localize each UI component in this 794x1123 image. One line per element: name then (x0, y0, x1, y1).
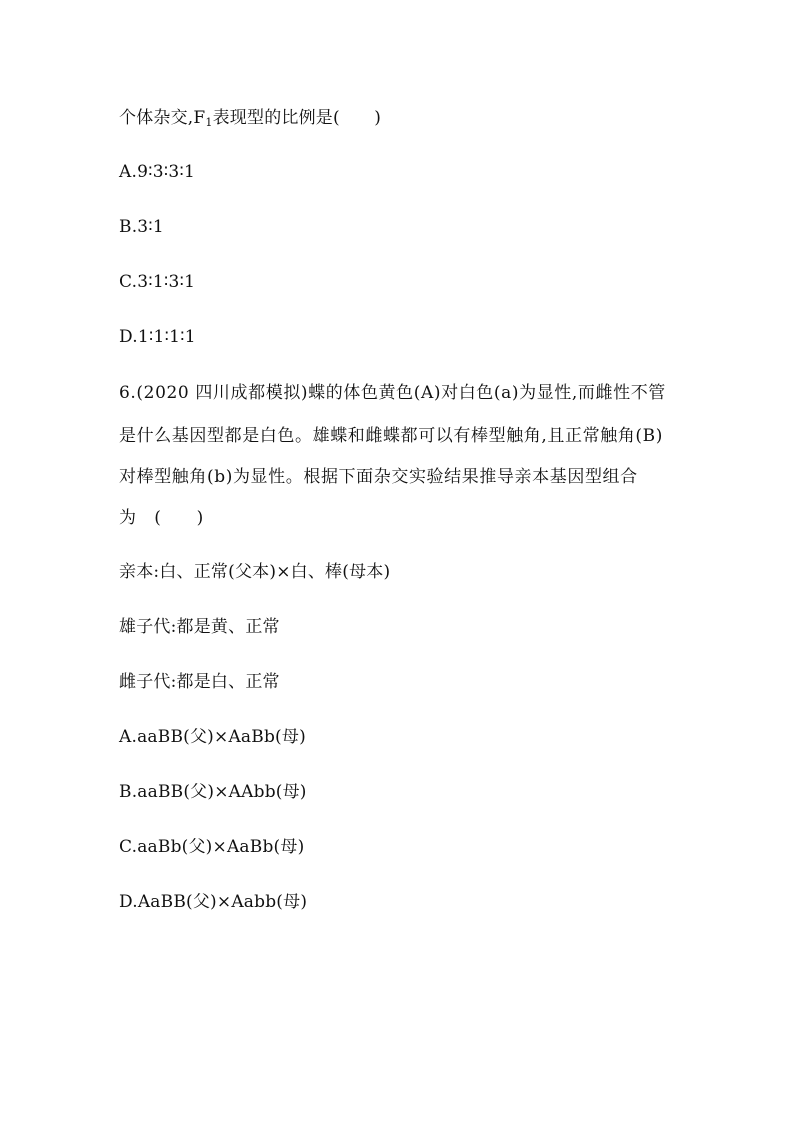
q6-cross-parents: 亲本:白、正常(父本)×白、棒(母本) (119, 562, 391, 582)
q5-stem-suffix: 表现型的比例是( ) (212, 108, 382, 128)
q5-option-b: B.3∶1 (119, 217, 164, 237)
q6-option-d: D.AaBB(父)×Aabb(母) (119, 892, 308, 912)
q5-stem-prefix: 个体杂交,F (119, 108, 206, 128)
q5-stem-subscript: 1 (205, 116, 213, 129)
q6-cross-female-offspring: 雌子代:都是白、正常 (119, 672, 280, 692)
q6-stem-line-4: 为 ( ) (119, 508, 204, 528)
q5-stem (119, 107, 381, 129)
q6-cross-male-offspring: 雄子代:都是黄、正常 (119, 617, 280, 637)
q5-option-c: C.3∶1∶3∶1 (119, 272, 196, 292)
q5-option-d: D.1∶1∶1∶1 (119, 327, 196, 347)
q6-option-c: C.aaBb(父)×AaBb(母) (119, 837, 305, 857)
q6-stem-line-2: 是什么基因型都是白色。雄蝶和雌蝶都可以有棒型触角,且正常触角(B) (119, 426, 663, 446)
q6-stem-line-1: 6.(2020 四川成都模拟)蝶的体色黄色(A)对白色(a)为显性,而雌性不管 (119, 383, 666, 403)
q6-stem-line-3: 对棒型触角(b)为显性。根据下面杂交实验结果推导亲本基因型组合 (119, 467, 638, 487)
q6-option-a: A.aaBB(父)×AaBb(母) (119, 727, 306, 747)
q5-option-a: A.9∶3∶3∶1 (119, 162, 196, 182)
q6-option-b: B.aaBB(父)×AAbb(母) (119, 782, 307, 802)
